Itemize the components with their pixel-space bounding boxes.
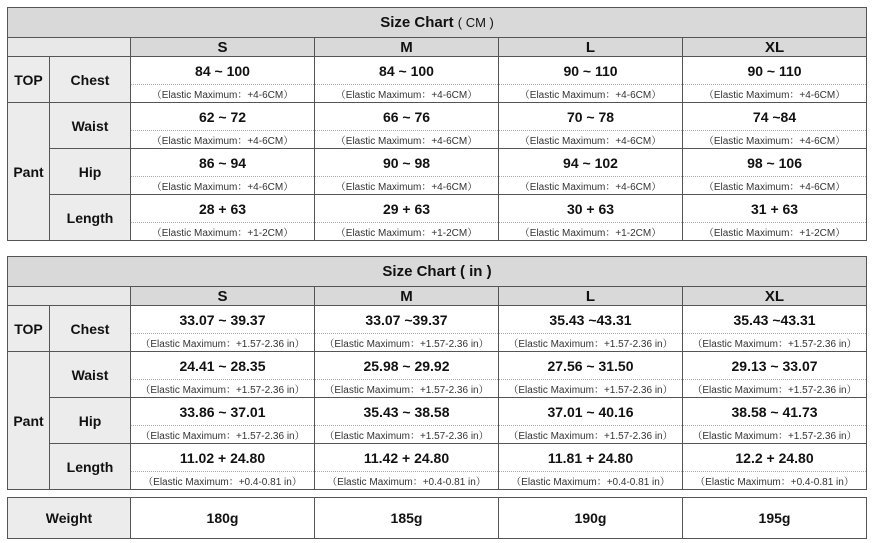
note-cell: （Elastic Maximum：+1.57-2.36 in） — [683, 334, 867, 352]
value-cell: 25.98 ~ 29.92 — [315, 352, 499, 380]
note-cell: （Elastic Maximum：+0.4-0.81 in） — [683, 472, 867, 490]
note-cell: （Elastic Maximum：+1.57-2.36 in） — [131, 426, 315, 444]
value-cell: 35.43 ~ 38.58 — [315, 398, 499, 426]
value-cell: 90 ~ 110 — [683, 57, 867, 85]
weight-value-s: 180g — [131, 498, 315, 539]
size-header-m: M — [315, 287, 499, 306]
note-cell: （Elastic Maximum：+4-6CM） — [683, 177, 867, 195]
value-cell: 90 ~ 110 — [499, 57, 683, 85]
note-cell: （Elastic Maximum：+1.57-2.36 in） — [683, 426, 867, 444]
note-cell: （Elastic Maximum：+4-6CM） — [683, 131, 867, 149]
note-cell: （Elastic Maximum：+1.57-2.36 in） — [683, 380, 867, 398]
size-header-m: M — [315, 38, 499, 57]
weight-table — [7, 497, 867, 539]
weight-value-xl: 195g — [683, 498, 867, 539]
measure-label-chest: Chest — [50, 306, 131, 352]
size-header-s: S — [131, 38, 315, 57]
value-cell: 31 + 63 — [683, 195, 867, 223]
size-header-xl: XL — [683, 287, 867, 306]
measure-label-hip: Hip — [50, 398, 131, 444]
group-label-top: TOP — [8, 57, 50, 103]
measure-label-chest: Chest — [50, 57, 131, 103]
size-header-l: L — [499, 287, 683, 306]
note-cell: （Elastic Maximum：+4-6CM） — [315, 177, 499, 195]
value-cell: 29.13 ~ 33.07 — [683, 352, 867, 380]
value-cell: 66 ~ 76 — [315, 103, 499, 131]
note-cell: （Elastic Maximum：+4-6CM） — [315, 131, 499, 149]
note-cell: （Elastic Maximum：+0.4-0.81 in） — [499, 472, 683, 490]
value-cell: 28 + 63 — [131, 195, 315, 223]
value-cell: 70 ~ 78 — [499, 103, 683, 131]
measure-label-waist: Waist — [50, 103, 131, 149]
value-cell: 11.42 + 24.80 — [315, 444, 499, 472]
note-cell: （Elastic Maximum：+4-6CM） — [131, 177, 315, 195]
value-cell: 29 + 63 — [315, 195, 499, 223]
note-cell: （Elastic Maximum：+1-2CM） — [315, 223, 499, 241]
note-cell: （Elastic Maximum：+1.57-2.36 in） — [315, 426, 499, 444]
note-cell: （Elastic Maximum：+4-6CM） — [499, 131, 683, 149]
size-header-xl: XL — [683, 38, 867, 57]
note-cell: （Elastic Maximum：+1.57-2.36 in） — [499, 334, 683, 352]
note-cell: （Elastic Maximum：+1.57-2.36 in） — [499, 426, 683, 444]
note-cell: （Elastic Maximum：+4-6CM） — [499, 85, 683, 103]
size-header-l: L — [499, 38, 683, 57]
value-cell: 84 ~ 100 — [315, 57, 499, 85]
measure-label-length: Length — [50, 195, 131, 241]
size-chart-inch-table — [7, 256, 867, 490]
value-cell: 38.58 ~ 41.73 — [683, 398, 867, 426]
note-cell: （Elastic Maximum：+4-6CM） — [131, 131, 315, 149]
title-unit: ( CM ) — [457, 15, 494, 30]
group-label-top: TOP — [8, 306, 50, 352]
value-cell: 90 ~ 98 — [315, 149, 499, 177]
note-cell: （Elastic Maximum：+4-6CM） — [683, 85, 867, 103]
note-cell: （Elastic Maximum：+0.4-0.81 in） — [131, 472, 315, 490]
weight-value-m: 185g — [315, 498, 499, 539]
value-cell: 74 ~84 — [683, 103, 867, 131]
value-cell: 35.43 ~43.31 — [683, 306, 867, 334]
note-cell: （Elastic Maximum：+4-6CM） — [315, 85, 499, 103]
note-cell: （Elastic Maximum：+1.57-2.36 in） — [131, 334, 315, 352]
measure-label-waist: Waist — [50, 352, 131, 398]
group-label-pant: Pant — [8, 103, 50, 241]
value-cell: 33.07 ~39.37 — [315, 306, 499, 334]
measure-label-hip: Hip — [50, 149, 131, 195]
header-blank-cell — [8, 287, 131, 306]
value-cell: 33.07 ~ 39.37 — [131, 306, 315, 334]
weight-label: Weight — [8, 498, 131, 539]
header-blank-cell — [8, 38, 131, 57]
note-cell: （Elastic Maximum：+1.57-2.36 in） — [499, 380, 683, 398]
note-cell: （Elastic Maximum：+1.57-2.36 in） — [131, 380, 315, 398]
weight-value-l: 190g — [499, 498, 683, 539]
value-cell: 62 ~ 72 — [131, 103, 315, 131]
note-cell: （Elastic Maximum：+1.57-2.36 in） — [315, 334, 499, 352]
value-cell: 94 ~ 102 — [499, 149, 683, 177]
note-cell: （Elastic Maximum：+1.57-2.36 in） — [315, 380, 499, 398]
value-cell: 12.2 + 24.80 — [683, 444, 867, 472]
size-chart-cm-table — [7, 7, 867, 241]
note-cell: （Elastic Maximum：+4-6CM） — [131, 85, 315, 103]
value-cell: 24.41 ~ 28.35 — [131, 352, 315, 380]
value-cell: 35.43 ~43.31 — [499, 306, 683, 334]
title-text: Size Chart — [380, 14, 454, 31]
note-cell: （Elastic Maximum：+1-2CM） — [683, 223, 867, 241]
measure-label-length: Length — [50, 444, 131, 490]
value-cell: 30 + 63 — [499, 195, 683, 223]
value-cell: 33.86 ~ 37.01 — [131, 398, 315, 426]
value-cell: 37.01 ~ 40.16 — [499, 398, 683, 426]
value-cell: 11.81 + 24.80 — [499, 444, 683, 472]
value-cell: 27.56 ~ 31.50 — [499, 352, 683, 380]
size-chart-inch-title: Size Chart ( in ) — [8, 257, 867, 287]
size-header-s: S — [131, 287, 315, 306]
note-cell: （Elastic Maximum：+4-6CM） — [499, 177, 683, 195]
value-cell: 84 ~ 100 — [131, 57, 315, 85]
value-cell: 86 ~ 94 — [131, 149, 315, 177]
note-cell: （Elastic Maximum：+0.4-0.81 in） — [315, 472, 499, 490]
size-chart-cm-title — [8, 8, 867, 38]
value-cell: 11.02 + 24.80 — [131, 444, 315, 472]
value-cell: 98 ~ 106 — [683, 149, 867, 177]
note-cell: （Elastic Maximum：+1-2CM） — [499, 223, 683, 241]
note-cell: （Elastic Maximum：+1-2CM） — [131, 223, 315, 241]
group-label-pant: Pant — [8, 352, 50, 490]
